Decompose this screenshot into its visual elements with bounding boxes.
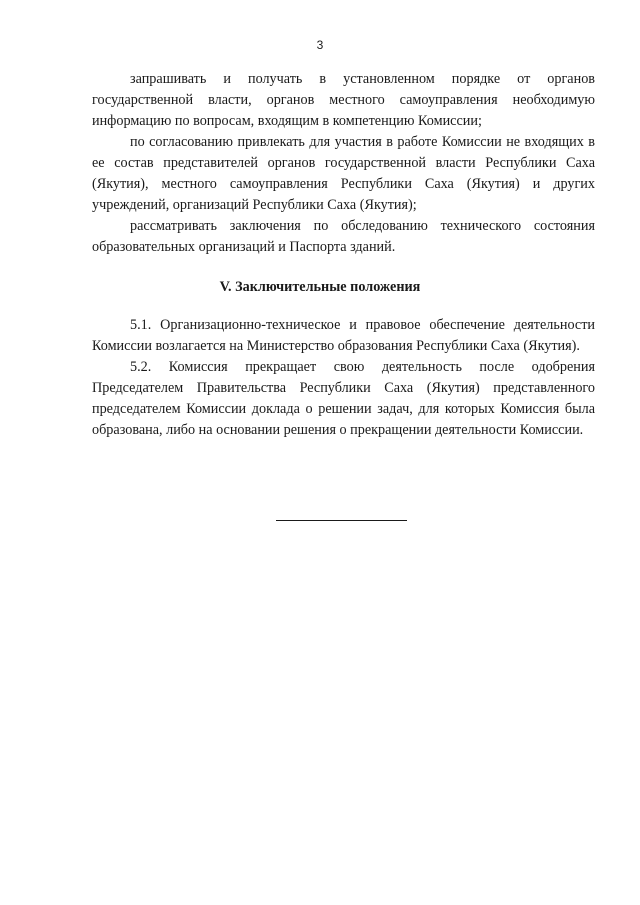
page-number: 3 (316, 38, 324, 52)
section-2-body (92, 315, 595, 441)
paragraph-5-2: 5.2. Комиссия прекращает свою деятельность после одобрения Председателем Правительства Республики Саха (Якутия) представленного председателем Комиссии доклада о решении задач, для которых Комиссия была образована, либо на основании решения о прекращении деятельности Комиссии. (92, 359, 595, 438)
paragraph-review-conclusions: рассматривать заключения по обследованию технического состояния образовательных организаций и Паспорта зданий. (92, 218, 595, 255)
paragraph-involve-representatives: по согласованию привлекать для участия в работе Комиссии не входящих в ее состав представителей органов государственной власти Республики Саха (Якутия), местного самоуправления Республики Саха (Якутия) и других учреждений, организаций Республики Саха (Якутия); (92, 134, 595, 213)
section-heading-final-provisions: V. Заключительные положения (219, 279, 421, 295)
paragraph-5-1: 5.1. Организационно-техническое и правовое обеспечение деятельности Комиссии возлагается на Министерство образования Республики Саха (Якутия). (92, 317, 595, 354)
section-1-body (92, 69, 595, 258)
paragraph-request-information: запрашивать и получать в установленном порядке от органов государственной власти, органов местного самоуправления необходимую информацию по вопросам, входящим в компетенцию Комиссии; (92, 71, 595, 129)
end-of-document-rule (276, 520, 407, 521)
